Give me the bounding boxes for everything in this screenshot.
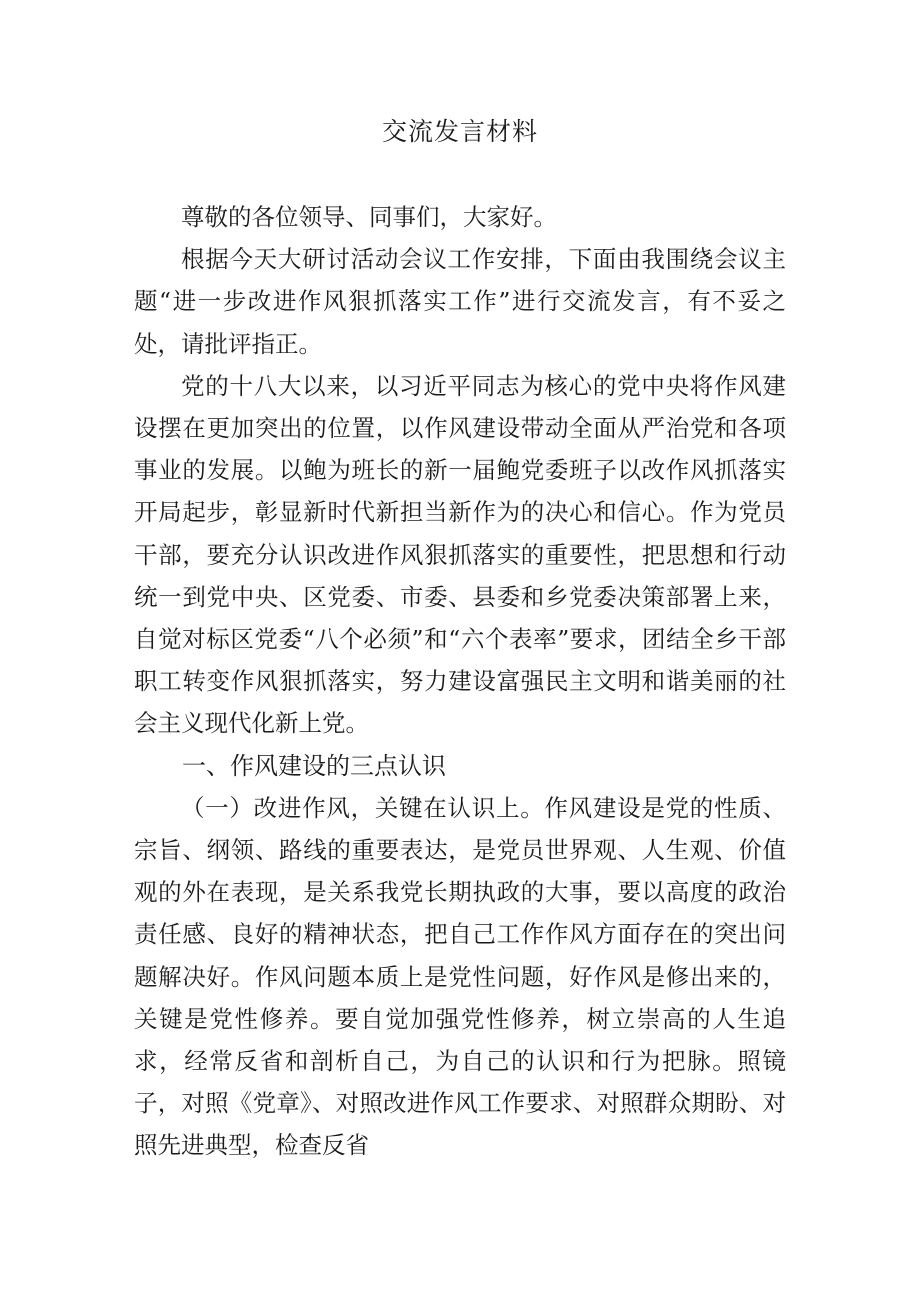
section-paragraph: （一）改进作风，关键在认识上。作风建设是党的性质、宗旨、纲领、路线的重要表达，是党员世界观、人生观、价值观的外在表现，是关系我党长期执政的大事，要以高度的政治责任感、良好的精神状态，把自己工作作风方面存在的突出问题解决好。作风问题本质上是党性问题，好作风是修出来的，关键是党性修养。要自觉加强党性修养，树立崇高的人生追求，经常反省和剖析自己，为自己的认识和行为把脉。照镜子，对照《党章》、对照改进作风工作要求、对照群众期盼、对照先进典型，检查反省	[134, 793, 786, 1160]
background-paragraph: 党的十八大以来，以习近平同志为核心的党中央将作风建设摆在更加突出的位置，以作风建设带动全面从严治党和各项事业的发展。以鲍为班长的新一届鲍党委班子以改作风抓落实开局起步，彰显新时代新担当新作为的决心和信心。作为党员干部，要充分认识改进作风狠抓落实的重要性，把思想和行动统一到党中央、区党委、市委、县委和乡党委决策部署上来，自觉对标区党委“八个必须”和“六个表率”要求，团结全乡干部职工转变作风狠抓落实，努力建设富强民主文明和谐美丽的社会主义现代化新上党。	[134, 371, 786, 738]
section-heading: 一、作风建设的三点认识	[182, 751, 446, 780]
document-body	[134, 196, 786, 1167]
intro-paragraph: 根据今天大研讨活动会议工作安排，下面由我围绕会议主题“进一步改进作风狠抓落实工作”进行交流发言，有不妥之处，请批评指正。	[134, 245, 786, 358]
document-title: 交流发言材料	[381, 117, 538, 146]
greeting-paragraph: 尊敬的各位领导、同事们，大家好。	[181, 203, 557, 231]
